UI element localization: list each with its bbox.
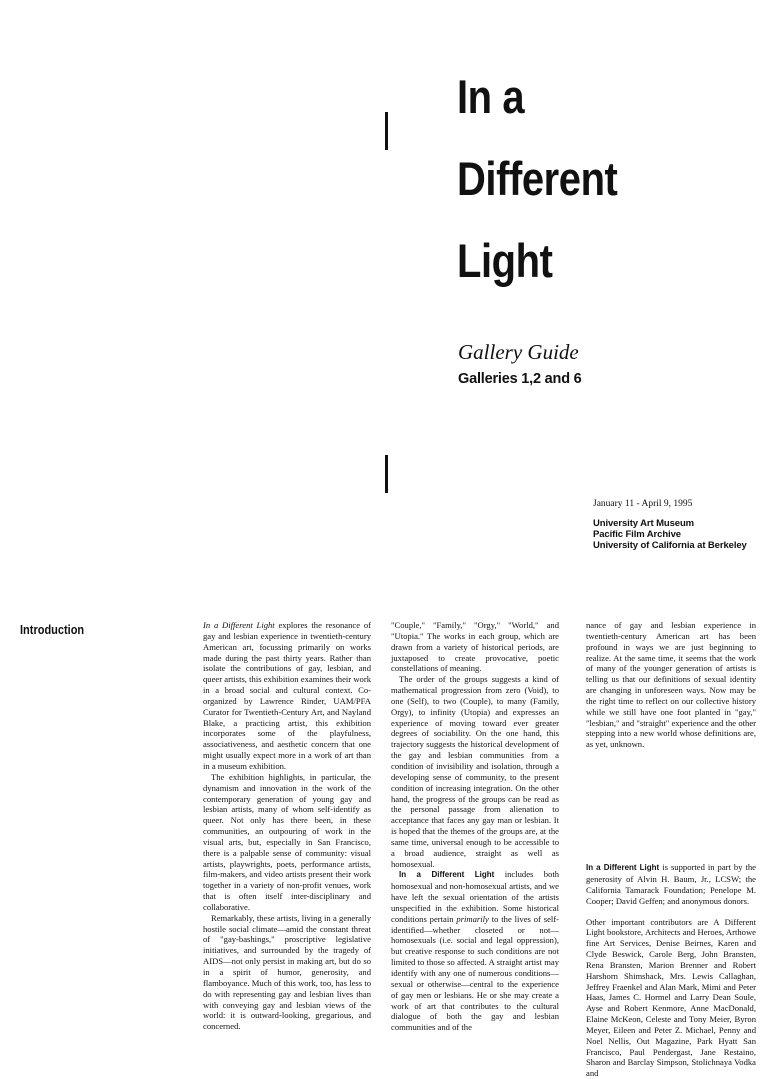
vertical-rule-top	[385, 112, 388, 150]
paragraph: The exhibition highlights, in particular, the dynamism and innovation in the work of the contemporary generation of young gay and lesbian artists, many of whom self-identify as queer. Not only has there been, in these communities, an outpouring of work in the visual arts, but, especially in San Francisco, there is a palpable sense of community: visual artists, playwrights, poets, performance artists, film-makers, and video artists present their work together in a variety of non-profit venues, work that is often itself inter-disciplinary and collaborative.	[203, 772, 371, 913]
page-title	[457, 56, 617, 302]
paragraph	[391, 869, 559, 1033]
venue-list	[593, 518, 747, 551]
paragraph: "Couple," "Family," "Orgy," "World," and "Utopia." The works in each group, which are drawn from a variety of historical periods, are juxtaposed to create provocative, poetic constellations of meaning.	[391, 620, 559, 674]
italic-title: In a Different Light	[203, 620, 275, 630]
exhibition-dates: January 11 - April 9, 1995	[593, 499, 692, 509]
paragraph-text: includes both homosexual and non-homosexual artists, and we have left the sexual orientation of the artists unspecified in the exhibition. Some historical conditions pertain	[391, 869, 559, 923]
paragraph	[203, 620, 371, 772]
text-column-1	[203, 620, 371, 1032]
galleries-label: Galleries 1,2 and 6	[458, 371, 582, 387]
title-line-3: Light	[457, 220, 617, 302]
text-column-2	[391, 620, 559, 1033]
italic-emphasis: primarily	[456, 914, 488, 924]
text-column-3	[586, 620, 756, 1079]
venue-line: Pacific Film Archive	[593, 529, 747, 540]
paragraph-text: is supported in part by the generosity of Alvin H. Baum, Jr., LCSW; the California Tamarack Foundation; Penelope M. Cooper; David Geffen; and anonymous donors.	[586, 862, 756, 906]
vertical-rule-bottom	[385, 455, 388, 493]
paragraph: Remarkably, these artists, living in a generally hostile social climate—amid the constant threat of "gay-bashings," proscriptive legislative initiatives, and surrounded by the tragedy of AIDS—not only persist in making art, but do so in a spirit of humor, generosity, and flamboyance. Much of this work, too, has less to do with representing gay and lesbian lives than with conveying gay and lesbian views of the world: it is outward-looking, gregarious, and concerned.	[203, 913, 371, 1032]
title-line-2: Different	[457, 138, 617, 220]
paragraph: The order of the groups suggests a kind of mathematical progression from zero (Void), to one (Self), to two (Couple), to many (Family, Orgy), to infinity (Utopia) and expresses an experience of moving toward ever greater degrees of sociability. On the one hand, this trajectory suggests the historical development of the gay and lesbian communities from a condition of invisibility and isolation, through a developing sense of community, to the present condition of increasing integration. On the other hand, the progress of the groups can be read as the personal passage from alienation to acceptance that faces any gay man or lesbian. It is hoped that the themes of the groups are, at the same time, universal enough to be accessible to a broad audience, straight as well as homosexual.	[391, 674, 559, 869]
paragraph: nance of gay and lesbian experience in twentieth-century American art has been profound in ways we are just beginning to realize. At the same time, it seems that the work of many of the younger generation of artists is telling us that our definitions of sexual identity are changing in unforeseen ways. Now may be the right time to reflect on our collective history while we still have one foot planted in "gay," "lesbian," and "straight" experience and the other stepping into a new world whose definitions are, as yet, unknown.	[586, 620, 756, 750]
venue-line: University of California at Berkeley	[593, 540, 747, 551]
bold-title: In a Different Light	[586, 863, 659, 872]
section-heading: Introduction	[20, 623, 84, 637]
paragraph: Other important contributors are A Different Light bookstore, Architects and Heroes, Arthowe fine Art Services, Denise Beirnes, Karen and Clyde Beswick, Carole Berg, John Bransten, Rena Bransten, Marion Brenner and Robert Harshorn Shimshack, Mrs. Lewis Callaghan, Jeffrey Fraenkel and Alan Mark, Mimi and Peter Haas, James C. Hormel and Larry Dean Soule, Ayse and Robert Kenmore, Anne MacDonald, Elaine McKeon, Celeste and Tony Meier, Byron Meyer, Eileen and Peter Z. Michael, Penny and Noel Nellis, Out Magazine, Park Hyatt San Francisco, Paul Pendergast, Jane Restaino, Sharon and Barclay Simpson, Stolichnaya Vodka and	[586, 917, 756, 1079]
venue-line: University Art Museum	[593, 518, 747, 529]
title-line-1: In a	[457, 56, 617, 138]
paragraph-text: to the lives of self-identified—whether closeted or not—homosexuals (i.e. social and legal oppression), but creative response to such conditions are not limited to those so affected. A straight artist may identify with any one of numerous conditions—sexual or otherwise—central to the experience of gay men or lesbians. He or she may create a work of art that contributes to the cultural dialogue of both the gay and lesbian communities and of the	[391, 914, 559, 1032]
subtitle: Gallery Guide	[458, 340, 579, 365]
paragraph-text: explores the resonance of gay and lesbian experience in twentieth-century American art, focussing primarily on works made during the past thirty years. Rather than isolate the contributions of gay, lesbian, and queer artists, this exhibition examines their work in a broad social and cultural context. Co-organized by Lawrence Rinder, UAM/PFA Curator for Twentieth-Century Art, and Nayland Blake, a practicing artist, this exhibition incorporates some of the playfulness, associativeness, and aesthetic concern that one might usually expect more in a work of art than in a museum exhibition.	[203, 620, 371, 771]
paragraph	[586, 862, 756, 906]
bold-title: In a Different Light	[399, 870, 494, 879]
